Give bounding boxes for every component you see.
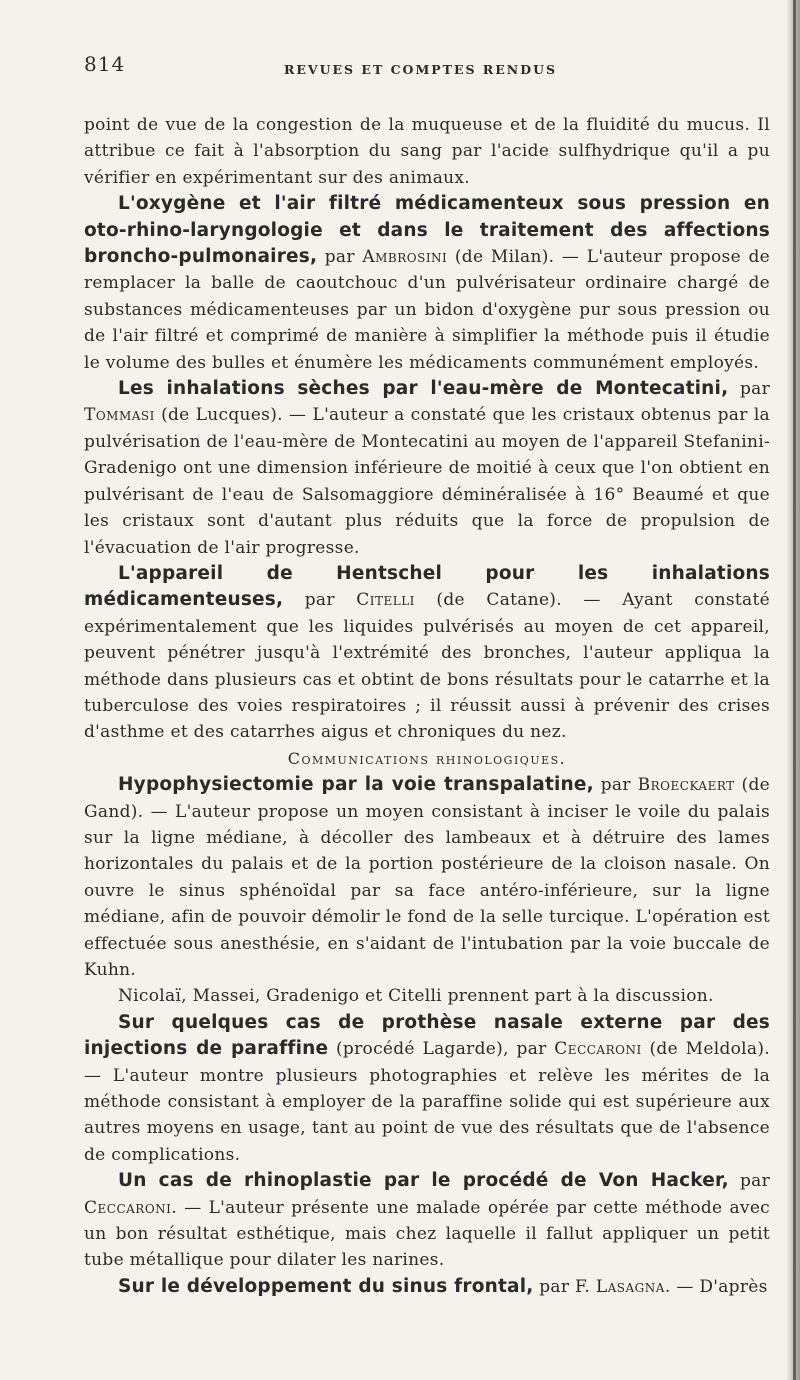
author-name: Ceccaroni <box>84 1197 172 1218</box>
discussion-note <box>84 983 770 1009</box>
author-name: Citelli <box>356 590 415 611</box>
abstract-text: . — L'auteur présente une malade opérée par cette méthode avec un bon résultat esthétique, mais chez laquelle il fallut appliquer un petit tube métallique pour dilater les narines. <box>84 1197 770 1271</box>
abstract-heading: Sur quelques cas de prothèse nasale externe par des injections de paraffine <box>84 1011 770 1060</box>
paragraph-continuation <box>84 112 770 191</box>
author-prefix: par <box>593 775 638 796</box>
author-prefix: par <box>283 590 357 611</box>
author-name: Lasagna <box>595 1276 665 1297</box>
paragraph-text: point de vue de la congestion de la muqueuse et de la fluidité du mucus. Il attribue ce fait à l'absorption du sang par l'acide sulfhydrique qu'il a pu vérifier en expérimentant sur des animaux. <box>84 115 770 188</box>
author-name: Ceccaroni <box>554 1039 642 1060</box>
abstract-rhinoplastie <box>84 1168 770 1274</box>
abstract-text: (de Catane). — Ayant constaté expérimentalement que les liquides pulvérisés au moyen de cet appareil, peuvent pénétrer jusqu'à l'extrémité des bronches, l'auteur appliqua la méthode dans plusieurs cas et obtint de bons résultats pour le catarrhe et la tuberculose des voies respiratoires ; il réussit aussi à prévenir des crises d'asthme et des catarrhes aigus et chroniques du nez. <box>84 590 770 743</box>
abstract-heading: L'appareil de Hentschel pour les inhalations médicamenteuses, <box>84 562 770 611</box>
abstract-heading: L'oxygène et l'air filtré médicamenteux sous pression en oto-rhino-laryngologie et dans le traitement des affections broncho-pulmonaires, <box>84 193 770 268</box>
abstract-text: (de Lucques). — L'auteur a constaté que les cristaux obtenus par la pulvérisation de l'eau-mère de Montecatini au moyen de l'appareil Stefanini-Gradenigo ont une dimension inférieure de moitié à ceux que l'on obtient en pulvérisant de l'eau de Salsomaggiore déminéralisée à 16° Beaumé et que les cristaux sont d'autant plus réduits que la force de propulsion de l'évacuation de l'air progresse. <box>84 405 770 558</box>
page-body <box>84 112 770 1300</box>
abstract-sinus-frontal <box>84 1274 770 1300</box>
page-edge-line <box>793 0 796 1380</box>
author-prefix: par <box>728 379 770 400</box>
running-head: REVUES ET COMPTES RENDUS <box>284 62 557 77</box>
abstract-heading: Sur le développement du sinus frontal, <box>118 1275 534 1297</box>
abstract-hypophysiectomie <box>84 772 770 983</box>
abstract-text: (de Milan). — L'auteur propose de remplacer la balle de caoutchouc d'un pulvérisateur ordinaire chargé de substances médicamenteuses par un bidon d'oxygène pur sous pression ou de l'air filtré et comprimé de manière à simplifier la méthode puis il étudie le volume des bulles et énumère les médicaments communément employés. <box>84 247 771 373</box>
abstract-text: (de Gand). — L'auteur propose un moyen consistant à inciser le voile du palais sur la ligne médiane, à décoller des lambeaux et à détruire des lames horizontales du palais et de la portion postérieure de la cloison nasale. On ouvre le sinus sphénoïdal par sa face antéro-inférieure, sur la ligne médiane, afin de pouvoir démolir le fond de la selle turcique. L'opération est effectuée sous anesthésie, en s'aidant de l'intubation par la voie buccale de Kuhn. <box>84 775 771 980</box>
abstract-hentschel <box>84 561 770 746</box>
page-header <box>84 52 764 82</box>
abstract-heading: Hypophysiectomie par la voie transpalatine, <box>118 774 594 796</box>
author-prefix: (procédé Lagarde), par <box>328 1039 555 1060</box>
author-name: Ambrosini <box>362 247 448 268</box>
abstract-oxygen <box>84 191 770 376</box>
author-name: Tommasi <box>84 405 155 426</box>
author-prefix: par <box>317 247 363 268</box>
abstract-text: (de Meldola). — L'auteur montre plusieurs photographies et relève les mérites de la méthode consistant à employer de la paraffine solide qui est supérieure aux autres moyens en usage, tant au point de vue des résultats que de l'absence de complications. <box>84 1039 770 1165</box>
abstract-heading: Un cas de rhinoplastie par le procédé de Von Hacker, <box>118 1170 729 1192</box>
abstract-inhalations <box>84 376 770 561</box>
author-name: Broeckaert <box>637 775 735 796</box>
author-prefix: par F. <box>533 1276 596 1297</box>
paragraph-text: Nicolaï, Massei, Gradenigo et Citelli prennent part à la discussion. <box>118 986 714 1007</box>
abstract-heading: Les inhalations sèches par l'eau-mère de Montecatini, <box>118 378 729 400</box>
section-title: Communications rhinologiques. <box>287 748 567 768</box>
page-number: 814 <box>84 52 126 76</box>
abstract-text: . — D'après <box>664 1276 768 1297</box>
author-prefix: par <box>728 1171 771 1192</box>
abstract-paraffine <box>84 1010 770 1168</box>
